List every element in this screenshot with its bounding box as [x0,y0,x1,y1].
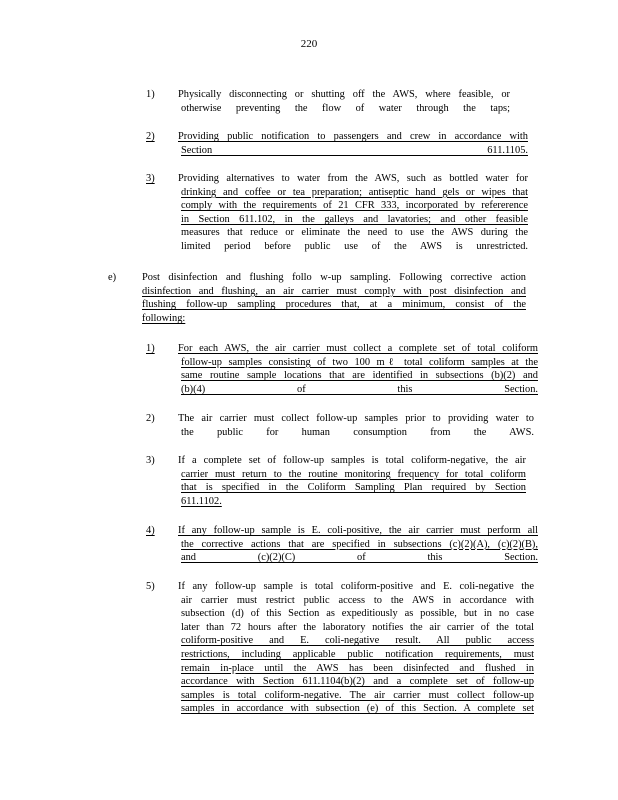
sub-item-3 [0,454,618,510]
item-text [178,88,510,115]
text-line: Post disinfection and flushing follo w-up sampling. Following corrective action [142,272,526,283]
item-text [178,172,528,254]
text-line: samples in accordance with subsection (e) of this Section. A complete set [181,703,534,715]
list-item-1 [0,88,618,116]
item-text [178,412,534,439]
list-item-3 [0,172,618,256]
item-text [178,454,526,508]
text-line: comply with the requirements of 21 CFR 333, incorporated by refererence [181,200,528,212]
page-number: 220 [300,38,318,50]
text-line: remain in-place until the AWS has been disinfected and flushed in [181,662,534,674]
item-marker: 4) [146,525,155,536]
item-text [178,130,528,157]
sub-item-1 [0,342,618,398]
item-marker: 1) [146,343,155,354]
text-line: Providing public notification to passengers and crew in accordance with [178,131,528,142]
text-line: the corrective actions that are specified in subsections (c)(2)(A), (c)(2)(B), [181,538,538,550]
text-line: air carrier must restrict public access to the AWS in accordance with [181,594,534,606]
sub-item-5 [0,580,618,720]
text-line: same routine sample locations that are identified in subsections (b)(2) and [181,370,538,382]
text-line: follow-up samples consisting of two 100 mℓ total coliform samples at the [181,356,538,368]
item-marker: 1) [146,89,155,100]
text-line: flushing follow-up sampling procedures that, at a minimum, consist of the [142,299,526,311]
text-line: For each AWS, the air carrier must collect a complete set of total coliform [178,343,538,354]
text-line: otherwise preventing the flow of water through the taps; [181,102,510,114]
text-line: If any follow-up sample is E. coli-positive, the air carrier must perform all [178,525,538,536]
item-marker: 3) [146,455,155,466]
item-marker: 5) [146,581,155,592]
text-line: (b)(4) of this Section. [181,383,538,395]
item-text [178,580,534,716]
text-line: If a complete set of follow-up samples is total coliform-negative, the air [178,455,526,466]
section-e [0,271,618,327]
text-line: Providing alternatives to water from the AWS, such as bottled water for [178,173,528,184]
text-line: coliform-positive and E. coli-negative result. All public access [181,635,534,647]
text-line: Physically disconnecting or shutting off the AWS, where feasible, or [178,89,510,100]
text-line: that is specified in the Coliform Sampling Plan required by Section [181,482,526,494]
item-text [178,342,538,396]
text-line: limited period before public use of the AWS is unrestricted. [181,240,528,252]
text-line: carrier must return to the routine monitoring frequency for total coliform [181,468,526,480]
text-line: accordance with Section 611.1104(b)(2) and a complete set of follow-up [181,676,534,688]
list-item-2 [0,130,618,158]
text-line: The air carrier must collect follow-up samples prior to providing water to [178,413,534,424]
sub-item-2 [0,412,618,440]
item-marker: 3) [146,173,155,184]
text-line: measures that reduce or eliminate the need to use the AWS during the [181,227,528,239]
text-line: following: [142,312,186,324]
item-text [142,271,526,325]
sub-item-4 [0,524,618,566]
item-text [178,524,538,565]
text-line: and (c)(2)(C) of this Section. [181,552,538,564]
text-line: restrictions, including applicable public notification requirements, must [181,648,534,660]
item-marker: 2) [146,413,155,424]
text-line: Section 611.1105. [181,144,528,156]
text-line: subsection (d) of this Section as expeditiously as possible, but in no case [181,608,534,620]
text-line: samples is total coliform-negative. The air carrier must collect follow-up [181,689,534,701]
text-line: drinking and coffee or tea preparation; antiseptic hand gels or wipes that [181,186,528,198]
text-line: the public for human consumption from the AWS. [181,426,534,438]
text-line: 611.1102. [181,495,222,507]
text-line: disinfection and flushing, an air carrier must comply with post disinfection and [142,285,526,297]
text-line: If any follow-up sample is total coliform-positive and E. coli-negative the [178,581,534,592]
text-line: later than 72 hours after the laboratory notifies the air carrier of the total [181,621,534,633]
text-line: in Section 611.102, in the galleys and lavatories; and other feasible [181,213,528,225]
item-marker: 2) [146,131,155,142]
item-marker: e) [108,272,117,283]
